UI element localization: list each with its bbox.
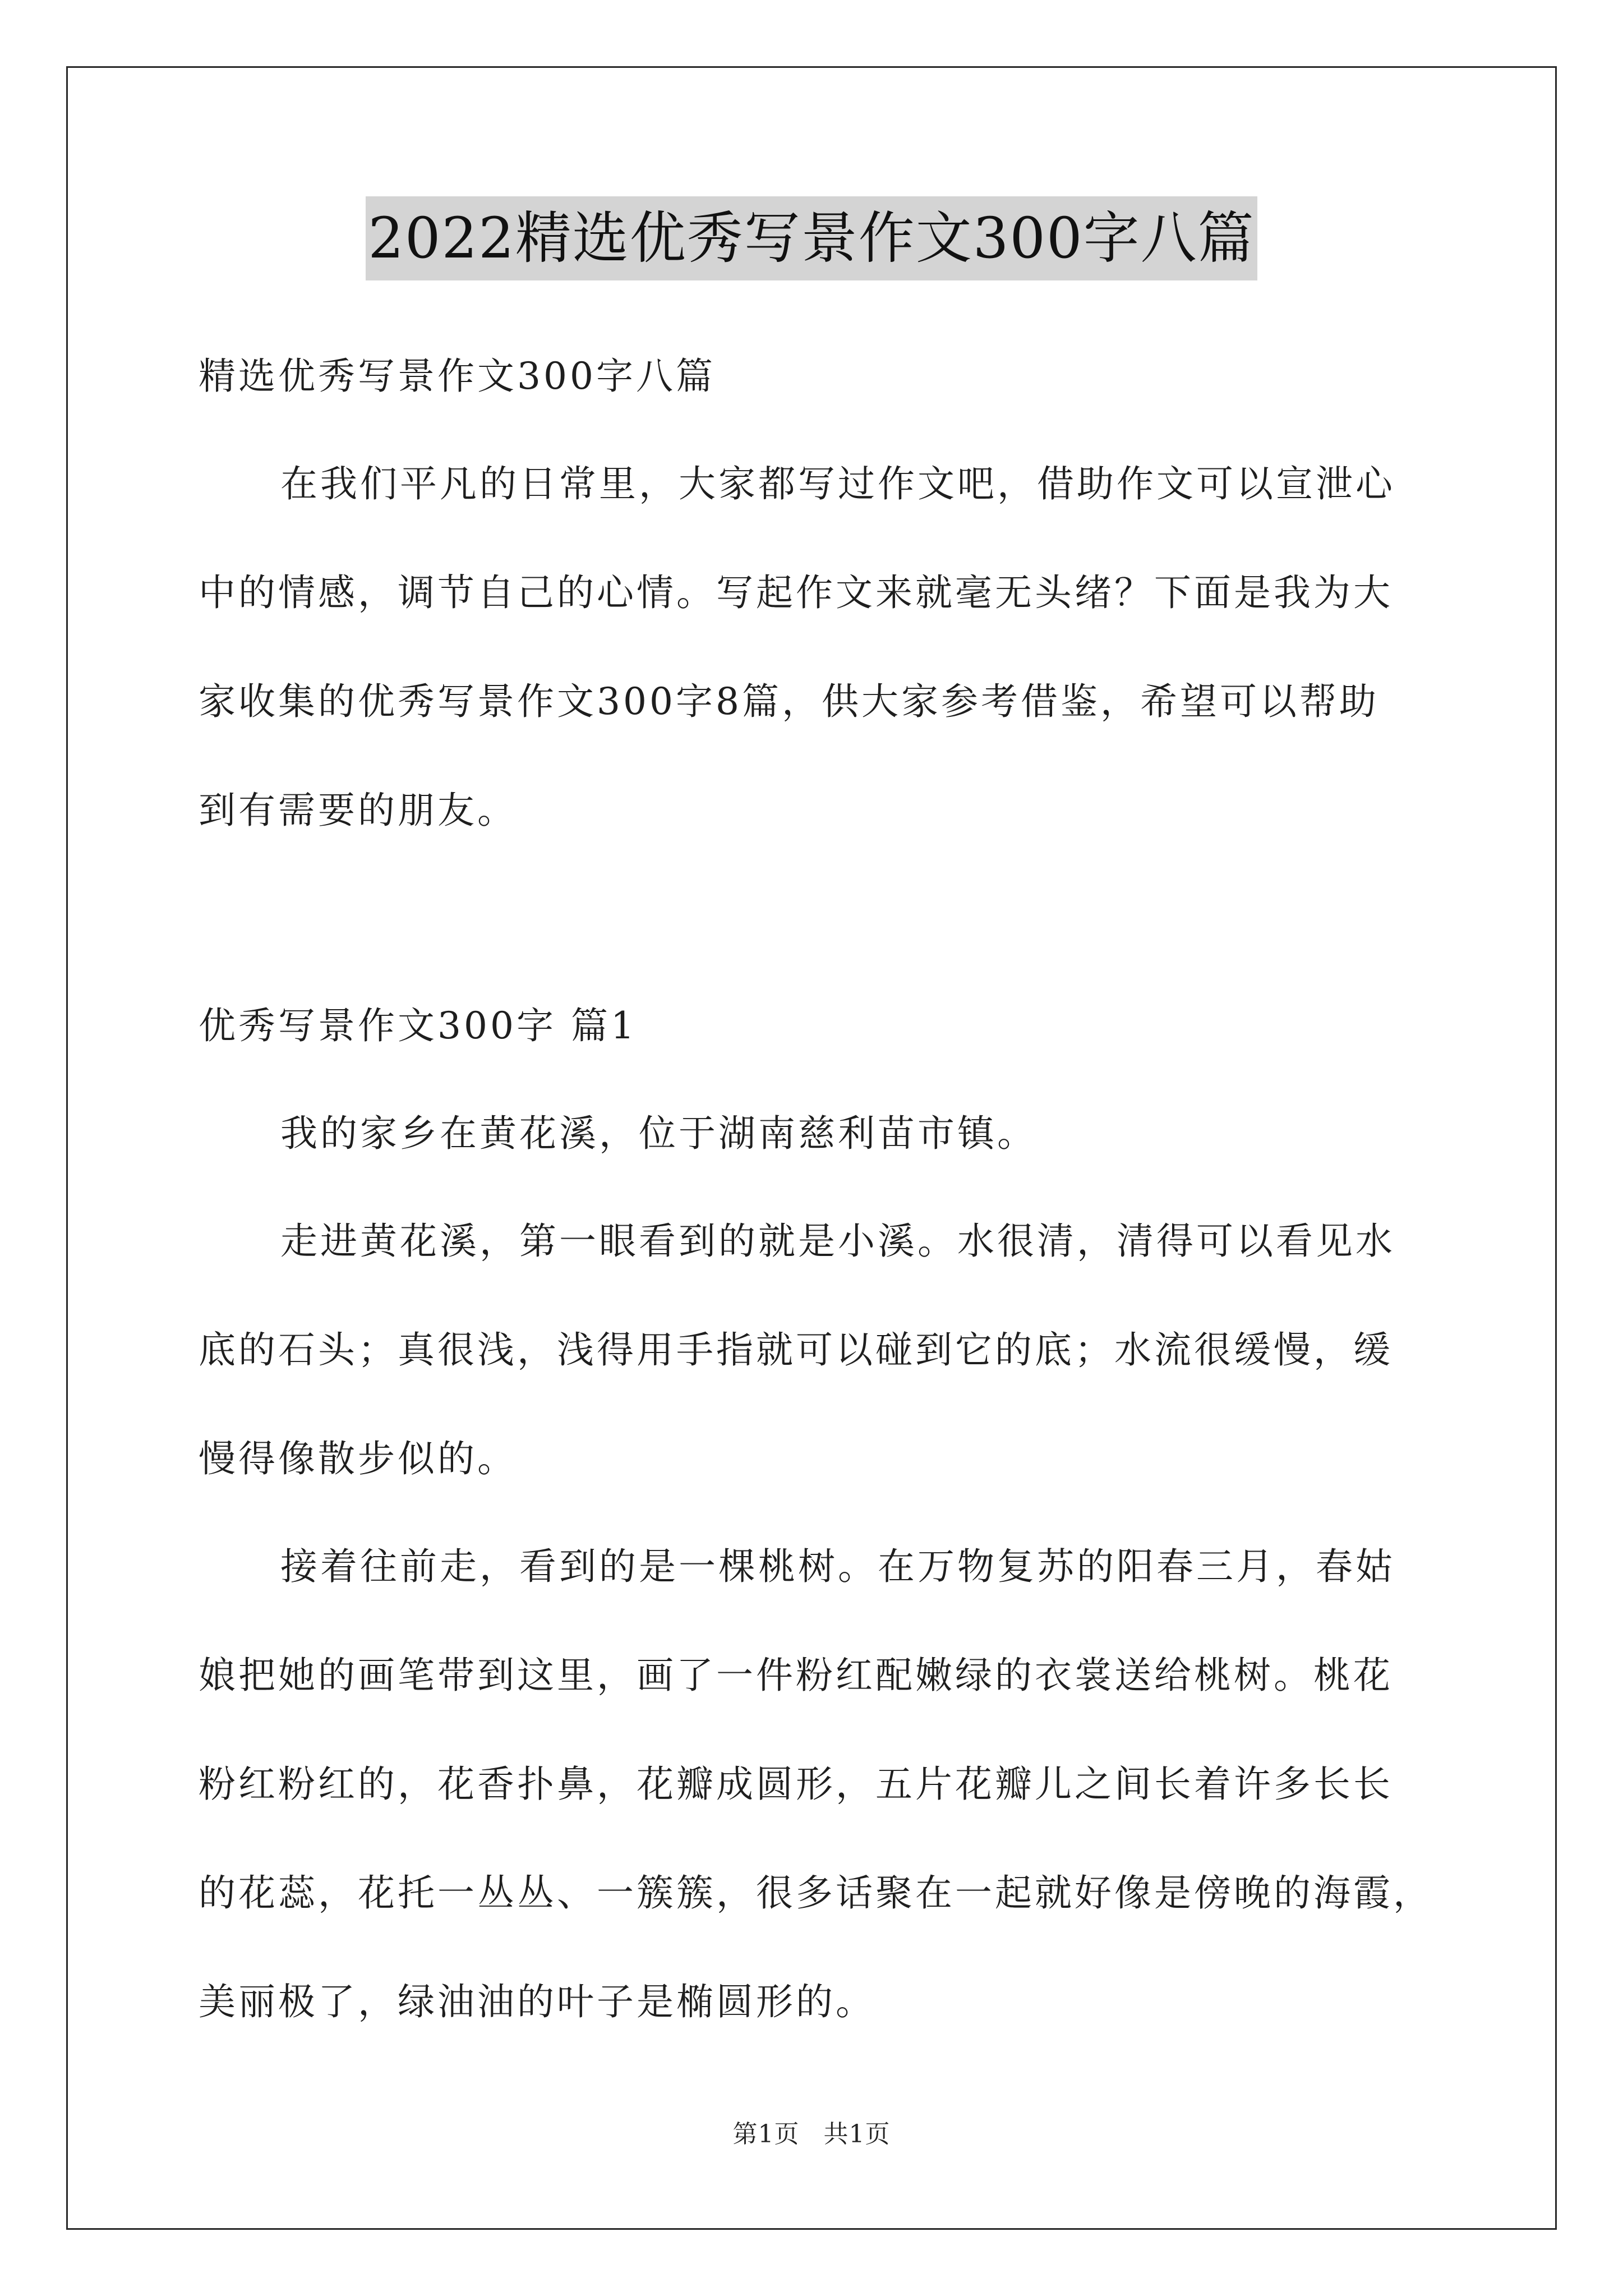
intro-line-4: 到有需要的朋友。 — [199, 789, 517, 832]
intro-line-2: 中的情感，调节自己的心情。写起作文来就毫无头绪？下面是我为大 — [199, 571, 1393, 614]
para3-line-1: 接着往前走，看到的是一棵桃树。在万物复苏的阳春三月，春姑 — [280, 1545, 1395, 1588]
para2-line-2: 底的石头；真很浅，浅得用手指就可以碰到它的底；水流很缓慢，缓 — [199, 1328, 1393, 1372]
para2-line-1: 走进黄花溪，第一眼看到的就是小溪。水很清，清得可以看见水 — [280, 1220, 1395, 1263]
para3-line-5: 美丽极了，绿油油的叶子是椭圆形的。 — [199, 1980, 875, 2023]
section-heading: 优秀写景作文300字 篇1 — [199, 1004, 637, 1047]
para1-line-1: 我的家乡在黄花溪，位于湖南慈利苗市镇。 — [280, 1112, 1037, 1155]
page-total: 共1页 — [823, 2120, 891, 2148]
para3-line-4: 的花蕊，花托一丛丛、一簇簇，很多话聚在一起就好像是傍晚的海霞， — [199, 1871, 1433, 1915]
intro-line-1: 在我们平凡的日常里，大家都写过作文吧，借助作文可以宣泄心 — [280, 462, 1395, 505]
intro-line-3: 家收集的优秀写景作文300字8篇，供大家参考借鉴，希望可以帮助 — [199, 680, 1379, 723]
para3-line-3: 粉红粉红的，花香扑鼻，花瓣成圆形，五片花瓣儿之间长着许多长长 — [199, 1763, 1393, 1806]
page-footer — [0, 2114, 1623, 2150]
page-number: 第1页 — [732, 2120, 800, 2148]
para3-line-2: 娘把她的画笔带到这里，画了一件粉红配嫩绿的衣裳送给桃树。桃花 — [199, 1654, 1393, 1697]
document-subtitle: 精选优秀写景作文300字八篇 — [199, 355, 716, 398]
document-title: 2022精选优秀写景作文300字八篇 — [366, 196, 1257, 280]
title-container — [0, 196, 1623, 280]
para2-line-3: 慢得像散步似的。 — [199, 1437, 517, 1480]
